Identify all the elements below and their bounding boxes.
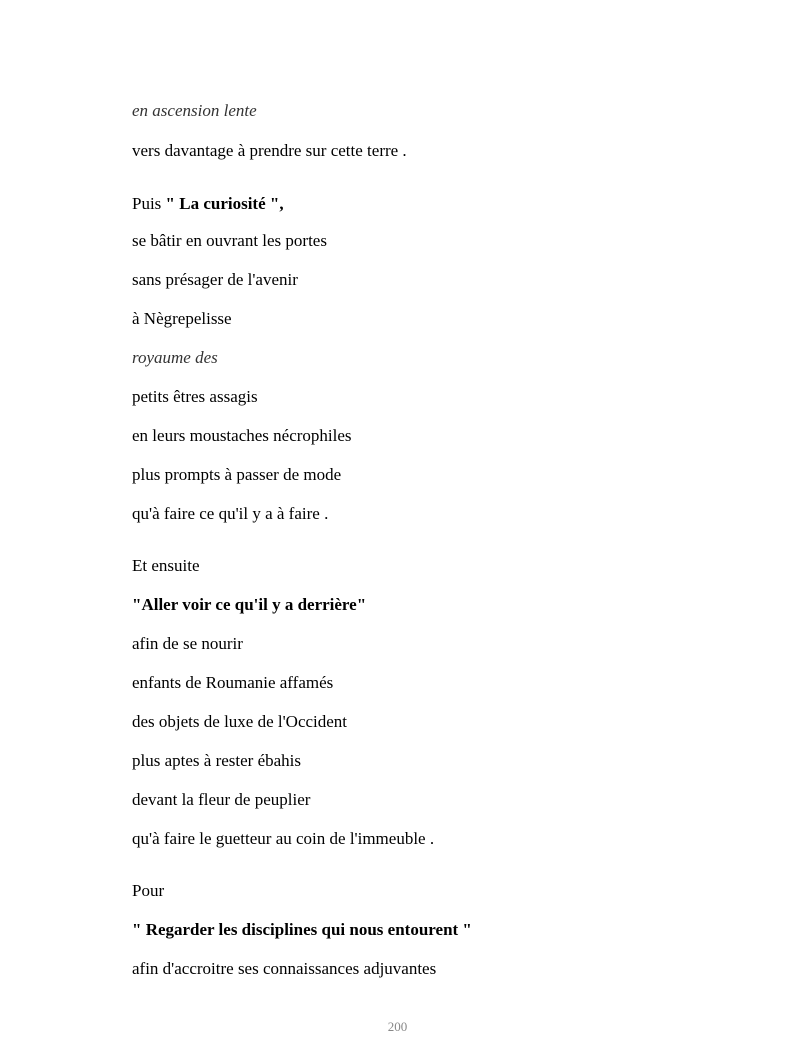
poem-line: plus prompts à passer de mode [132,465,342,484]
poem-line: en ascension lente [132,101,257,120]
poem-line: Et ensuite [132,556,200,575]
poem-line: des objets de luxe de l'Occident [132,712,348,731]
poem-line-quote: "Aller voir ce qu'il y a derrière" [132,595,367,614]
poem-line: à Nègrepelisse [132,309,232,328]
poem-line: en leurs moustaches nécrophiles [132,426,352,445]
poem-line-heading [132,194,284,214]
poem-line-quote: " Regarder les disciplines qui nous entourent " [132,920,472,939]
poem-line-quote: " La curiosité ", [165,194,284,213]
poem-line: petits êtres assagis [132,387,258,406]
poem-line: vers davantage à prendre sur cette terre . [132,141,407,160]
poem-line: qu'à faire le guetteur au coin de l'immeuble . [132,829,435,848]
poem-line: enfants de Roumanie affamés [132,673,334,692]
poem-line: afin d'accroitre ses connaissances adjuvantes [132,959,437,978]
poem-line: Pour [132,881,165,900]
poem-line: plus aptes à rester ébahis [132,751,301,770]
poem-line: qu'à faire ce qu'il y a à faire . [132,504,329,523]
poem-line: sans présager de l'avenir [132,270,298,289]
poem-line: se bâtir en ouvrant les portes [132,231,327,250]
poem-line: Puis [132,194,162,213]
poem-line: devant la fleur de peuplier [132,790,311,809]
poem-line: royaume des [132,348,218,367]
poem-line: afin de se nourir [132,634,243,653]
page-number: 200 [387,1019,408,1034]
